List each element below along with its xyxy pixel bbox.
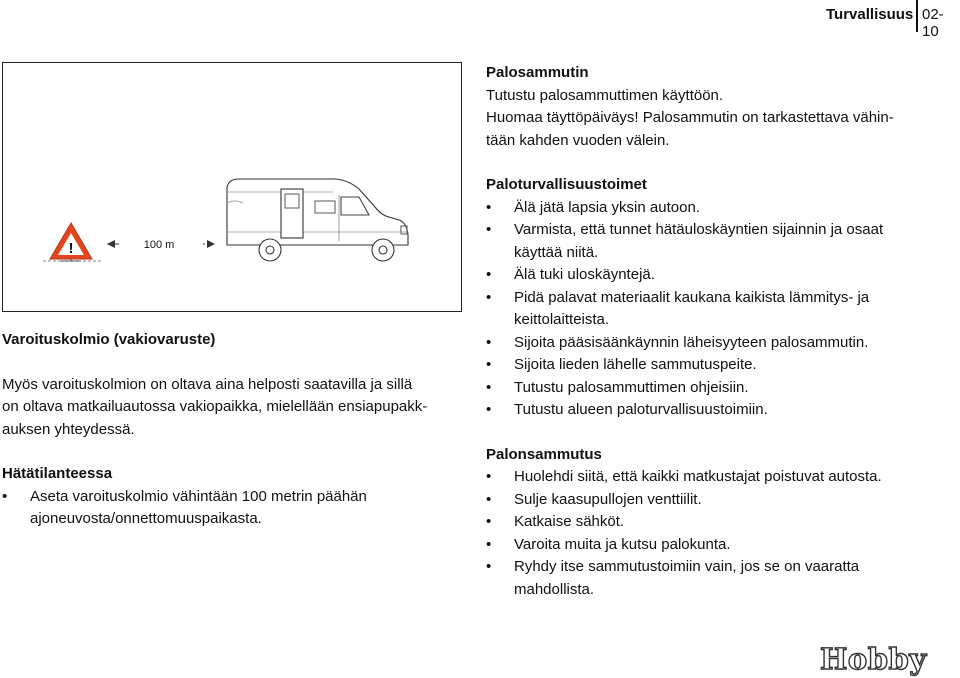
list-item: • Pidä palavat materiaalit kaukana kaikista lämmitys- ja keittolaitteista. bbox=[486, 287, 936, 332]
triangle-mark: ! bbox=[68, 240, 74, 257]
list-item: • Sulje kaasupullojen venttiilit. bbox=[486, 489, 936, 512]
list-item: • Ryhdy itse sammutustoimiin vain, jos se on vaaratta mahdollista. bbox=[486, 556, 936, 601]
extinguisher-paragraph: Tutustu palosammuttimen käyttöön. Huomaa täyttöpäiväys! Palosammutin on tarkastettava vähin- tään kahden vuoden välein. bbox=[486, 86, 894, 149]
firefighting-list bbox=[486, 466, 936, 601]
hobby-logo: Hobby bbox=[820, 642, 927, 676]
list-item: • Huolehdi siitä, että kaikki matkustajat poistuvat autosta. bbox=[486, 466, 936, 489]
warning-triangle-heading: Varoituskolmio (vakiovaruste) bbox=[2, 331, 216, 348]
list-item: • Aseta varoituskolmio vähintään 100 metrin päähän ajoneuvosta/onnettomuuspaikasta. bbox=[2, 486, 452, 531]
warning-triangle-paragraph: Myös varoituskolmion on oltava aina helposti saatavilla ja sillä on oltava matkailuautossa vakiopaikka, mielellään ensiapupakk- auksen yhteydessä. bbox=[2, 375, 428, 438]
warning-triangle-icon bbox=[50, 223, 92, 261]
motorhome-icon bbox=[227, 179, 408, 261]
header-divider bbox=[916, 0, 918, 32]
section-title: Turvallisuus bbox=[826, 6, 914, 23]
list-item: • Sijoita pääsisäänkäynnin läheisyyteen palosammutin. bbox=[486, 332, 936, 355]
emergency-heading: Hätätilanteessa bbox=[2, 465, 113, 482]
list-item: • Varoita muita ja kutsu palokunta. bbox=[486, 534, 936, 557]
list-item: • Tutustu alueen paloturvallisuustoimiin. bbox=[486, 399, 936, 422]
list-item: • Älä tuki uloskäyntejä. bbox=[486, 264, 936, 287]
extinguisher-heading: Palosammutin bbox=[486, 64, 589, 81]
right-column bbox=[486, 62, 936, 601]
fire-safety-list bbox=[486, 197, 936, 422]
fire-safety-heading: Paloturvallisuustoimet bbox=[486, 176, 647, 193]
list-item: • Tutustu palosammuttimen ohjeisiin. bbox=[486, 377, 936, 400]
firefighting-heading: Palonsammutus bbox=[486, 445, 602, 463]
warning-triangle-figure bbox=[2, 62, 462, 312]
list-item: • Älä jätä lapsia yksin autoon. bbox=[486, 197, 936, 220]
list-item: • Sijoita lieden lähelle sammutuspeite. bbox=[486, 354, 936, 377]
distance-label: 100 m bbox=[143, 239, 175, 251]
left-column bbox=[2, 329, 452, 531]
list-item: • Katkaise sähköt. bbox=[486, 511, 936, 534]
list-item: • Varmista, että tunnet hätäuloskäyntien sijainnin ja osaat käyttää niitä. bbox=[486, 219, 936, 264]
page-code: 02-10 bbox=[922, 6, 944, 40]
emergency-list bbox=[2, 486, 452, 531]
